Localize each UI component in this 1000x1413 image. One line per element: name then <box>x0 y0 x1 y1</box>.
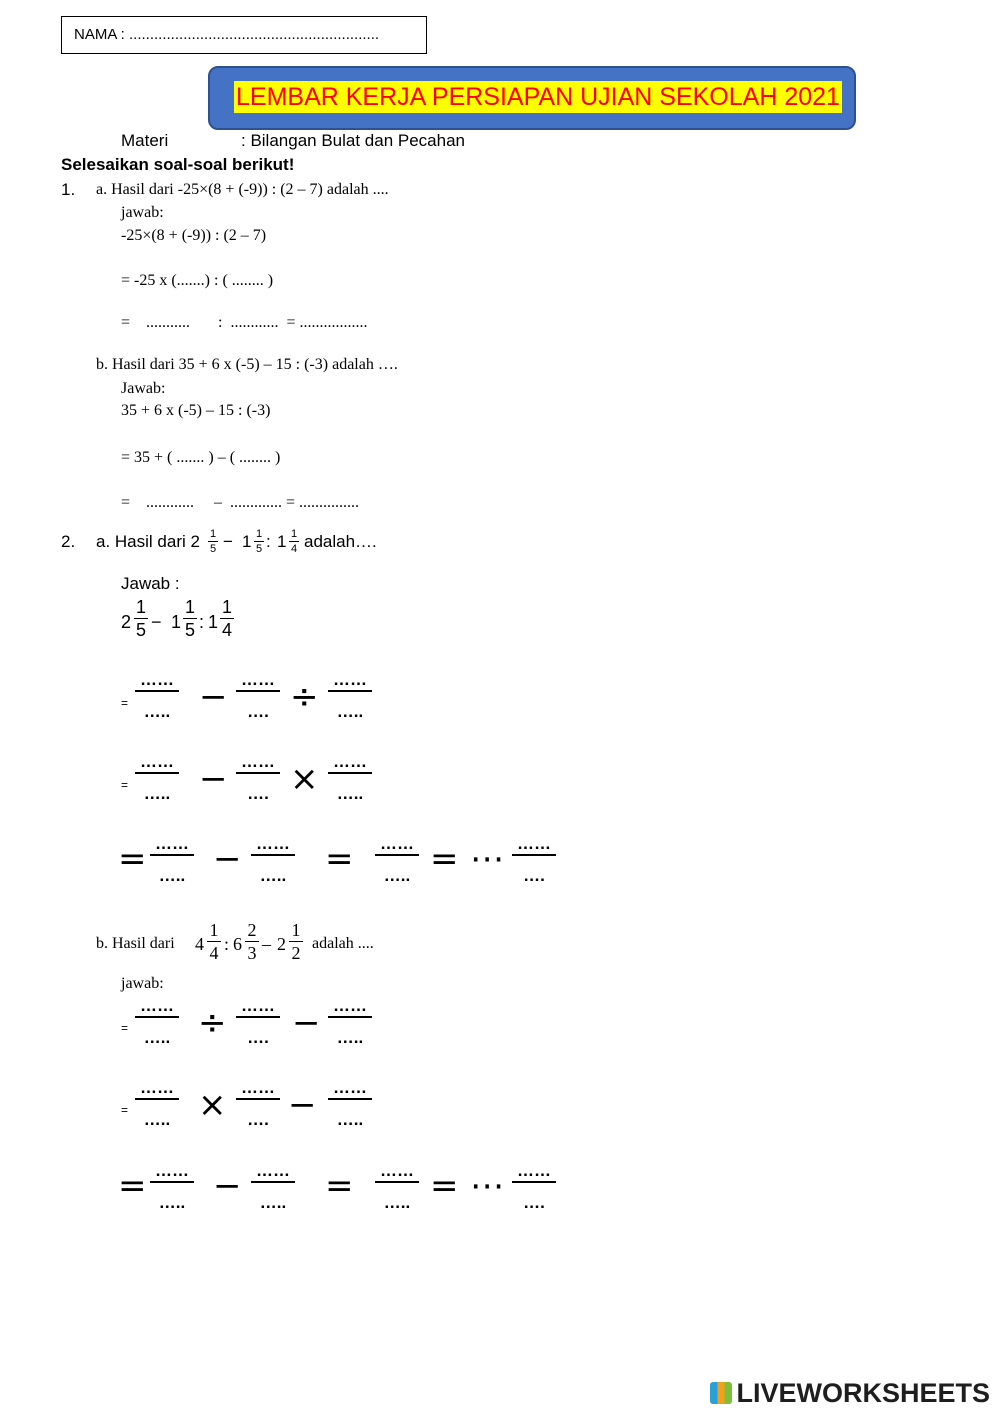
q2a-q-colon: : <box>266 532 271 551</box>
q2a-r1-frac2[interactable]: …… …. <box>236 674 280 718</box>
q2a-r3-frac3[interactable]: …… ….. <box>375 838 419 882</box>
q2-number: 2. <box>61 532 76 551</box>
q1-number: 1. <box>61 180 76 199</box>
name-field[interactable] <box>61 16 427 54</box>
q2a-r3-minus: − <box>213 839 242 879</box>
q2b-question-prefix: b. Hasil dari <box>96 935 175 952</box>
q2b-r2-frac1[interactable]: …… ….. <box>135 1082 179 1126</box>
q2a-r1-frac1[interactable]: …… ….. <box>135 674 179 718</box>
q2b-r2-frac2[interactable]: …… …. <box>236 1082 280 1126</box>
materi-value: : Bilangan Bulat dan Pecahan <box>241 131 466 150</box>
name-label: NAMA : ............................................................ <box>74 26 380 43</box>
q1b-line1: 35 + 6 x (-5) – 15 : (-3) <box>121 402 271 419</box>
q2a-r3-eq2: = <box>325 839 354 879</box>
q2b-r3-eq2: = <box>325 1166 354 1206</box>
page-title: LEMBAR KERJA PERSIAPAN UJIAN SEKOLAH 2021 <box>236 83 840 111</box>
q2a-r3-dots: ⋯ <box>470 839 504 879</box>
q2b-r3-dots: ⋯ <box>470 1166 504 1206</box>
q2b-question-suffix: adalah .... <box>312 935 374 952</box>
q2b-r2-times: × <box>198 1085 227 1125</box>
q2b-r2-frac3[interactable]: …… ….. <box>328 1082 372 1126</box>
q2b-r3-eq1: = <box>118 1166 147 1206</box>
q2b-r1-frac2[interactable]: …… …. <box>236 1000 280 1044</box>
q2b-q-w3: 2 <box>277 934 286 954</box>
q1b-line3[interactable]: = ............ – ............. = ............... <box>121 494 360 511</box>
q2b-r3-minus: − <box>213 1166 242 1206</box>
q2a-r2-times: × <box>290 759 319 799</box>
q2b-answer-label: jawab: <box>121 975 164 992</box>
q1b-question: b. Hasil dari 35 + 6 x (-5) – 15 : (-3) adalah …. <box>96 356 398 373</box>
q2a-r3-eq1: = <box>118 839 147 879</box>
q2b-q-colon: : <box>224 934 230 954</box>
q2a-expr-w1: 2 <box>121 612 132 632</box>
q1a-question: a. Hasil dari -25×(8 + (-9)) : (2 – 7) adalah .... <box>96 181 389 198</box>
liveworksheets-logo-icon <box>710 1382 732 1404</box>
q2a-r1-minus: − <box>199 677 228 717</box>
q1a-line2[interactable]: = -25 x (.......) : ( ........ ) <box>121 272 274 289</box>
q2a-question-suffix: adalah…. <box>304 532 377 551</box>
q1b-answer-label: Jawab: <box>121 380 166 397</box>
q2b-r3-eq3: = <box>430 1166 459 1206</box>
q1a-answer-label: jawab: <box>121 204 164 221</box>
q2a-r2-frac2[interactable]: …… …. <box>236 756 280 800</box>
q2a-q-frac3: 1 4 <box>290 528 298 555</box>
q2b-r1-frac3[interactable]: …… ….. <box>328 1000 372 1044</box>
q2a-r1-frac3[interactable]: …… ….. <box>328 674 372 718</box>
q2a-r3-eq3: = <box>430 839 459 879</box>
q2b-r2-eq: = <box>121 1103 129 1117</box>
q2a-r3-frac2[interactable]: …… ….. <box>251 838 295 882</box>
q2a-q-minus: − <box>223 532 233 551</box>
q2a-q-w3: 1 <box>277 532 287 551</box>
q2b-r3-frac2[interactable]: …… ….. <box>251 1165 295 1209</box>
q2a-expr-minus: − <box>151 612 162 632</box>
q2b-r1-eq: = <box>121 1021 129 1035</box>
q2b-q-frac1: 1 4 <box>207 920 221 963</box>
liveworksheets-logo <box>710 1378 990 1409</box>
q2a-r3-frac1[interactable]: …… ….. <box>150 838 194 882</box>
q2b-r3-frac3[interactable]: …… ….. <box>375 1165 419 1209</box>
q2a-r1-div: ÷ <box>290 677 319 717</box>
q2b-r3-frac4[interactable]: …… …. <box>512 1165 556 1209</box>
title-banner <box>208 66 856 130</box>
q2a-expr-frac1: 1 5 <box>135 597 146 640</box>
q2a-answer-label: Jawab : <box>121 574 180 593</box>
q2a-q-frac2: 1 5 <box>255 528 263 555</box>
q2b-r2-minus: − <box>288 1085 317 1125</box>
q2a-r2-frac1[interactable]: …… ….. <box>135 756 179 800</box>
q2b-q-minus: – <box>262 934 271 954</box>
q2a-r2-minus: − <box>199 759 228 799</box>
q2b-q-w1: 4 <box>195 934 204 954</box>
q2b-q-w2: 6 <box>233 934 242 954</box>
q2b-r1-minus: − <box>292 1003 321 1043</box>
q2a-r3-frac4[interactable]: …… …. <box>512 838 556 882</box>
q2b-r1-div: ÷ <box>198 1003 227 1043</box>
q2a-r2-frac3[interactable]: …… ….. <box>328 756 372 800</box>
materi-label: Materi <box>121 131 169 150</box>
q2a-expr-w2: 1 <box>171 612 182 632</box>
q2a-r1-eq: = <box>121 696 129 710</box>
logo-text: LIVEWORKSHEETS <box>736 1378 990 1408</box>
q2a-q-w2: 1 <box>242 532 252 551</box>
q2a-expr-frac2: 1 5 <box>184 597 195 640</box>
q2b-q-frac3: 1 2 <box>289 920 303 963</box>
q1a-line1: -25×(8 + (-9)) : (2 – 7) <box>121 227 267 244</box>
q2a-r2-eq: = <box>121 778 129 792</box>
instruction: Selesaikan soal-soal berikut! <box>61 155 295 174</box>
q2a-expr-frac3: 1 4 <box>221 597 232 640</box>
q2a-expr-colon: : <box>199 612 205 632</box>
q1a-line3[interactable]: = ........... : ............ = ................. <box>121 314 368 331</box>
q1b-line2[interactable]: = 35 + ( ....... ) – ( ........ ) <box>121 449 281 466</box>
q2a-question-prefix: a. Hasil dari 2 <box>96 532 200 551</box>
q2b-r1-frac1[interactable]: …… ….. <box>135 1000 179 1044</box>
q2b-q-frac2: 2 3 <box>245 920 259 963</box>
q2b-r3-frac1[interactable]: …… ….. <box>150 1165 194 1209</box>
q2a-expr-w3: 1 <box>208 612 219 632</box>
q2a-q-frac1: 1 5 <box>209 528 217 555</box>
